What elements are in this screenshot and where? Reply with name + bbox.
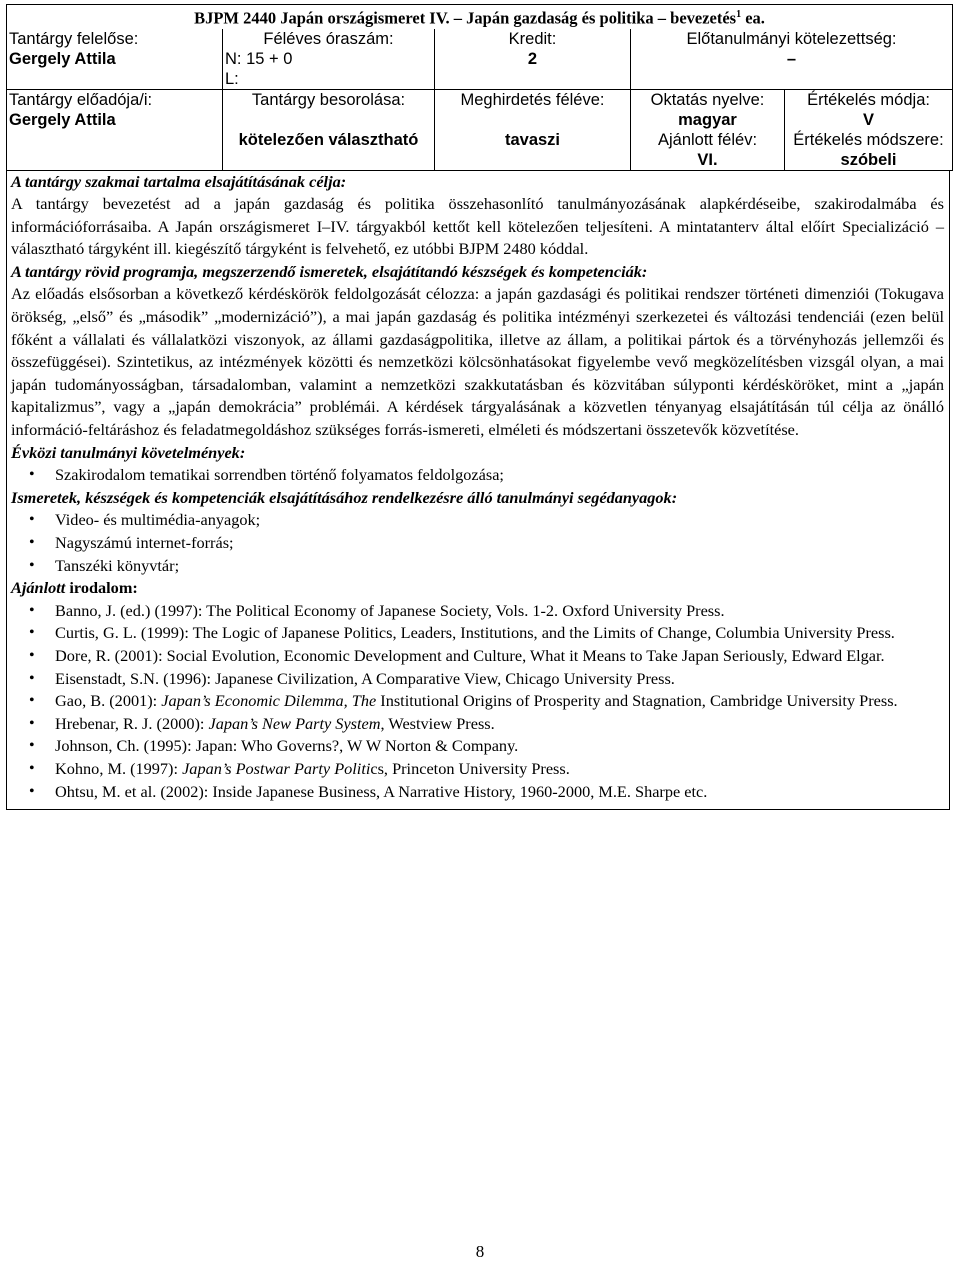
course-header-table <box>6 4 953 171</box>
lit-text: Gao, B. (2001): <box>55 691 162 711</box>
course-sheet <box>6 4 952 810</box>
lit-text: Eisenstadt, S.N. (1996): Japanese Civilization, A Comparative View, Chicago University Press. <box>55 668 675 688</box>
materials-heading: Ismeretek, készségek és kompetenciák elsajátításához rendelkezésre álló tanulmányi segédanyagok: <box>11 487 678 507</box>
course-title-text: BJPM 2440 Japán országismeret IV. – Japán gazdaság és politika – bevezetés <box>194 8 737 28</box>
literature-item <box>55 600 944 623</box>
literature-item <box>55 713 944 736</box>
literature-item <box>55 758 944 781</box>
category-label: Tantárgy besorolása: <box>251 90 406 109</box>
aim-text: A tantárgy bevezetést ad a japán gazdaság és politika összehasonlító tanulmányozásának alapkérdéseibe, szakirodalmába és információforrásaiba. A Japán országismeret I–IV. tárgyakból kettőt kell kötelezően teljesíteni. A mintatanterv által előírt Specializáció – választható tárgyként ill. kiegészítő tárgyként is felvehető, ez utóbbi BJPM 2480 kóddal. <box>11 194 944 259</box>
recommended-semester-label: Ajánlott félév: <box>657 130 758 149</box>
aim-heading: A tantárgy szakmai tartalma elsajátításának célja: <box>11 171 347 191</box>
credit-value: 2 <box>527 49 538 68</box>
semester-requirements-list <box>11 464 944 487</box>
prereq-value: – <box>786 49 797 68</box>
semester-requirements-heading: Évközi tanulmányi követelmények: <box>11 442 246 462</box>
lit-text-post: Institutional Origins of Prosperity and Stagnation, Cambridge University Press. <box>376 691 898 711</box>
prereq-label: Előtanulmányi kötelezettség: <box>686 29 897 48</box>
list-item: • Nagyszámú internet-forrás; <box>55 532 944 555</box>
program-text: Az előadás elsősorban a következő kérdéskörök feldolgozását célozza: a japán gazdasági és politikai rendszer történeti dimenziói (Tokugava örökség, „első” és „második” „modernizáció”), a mai japán gazdaság és politika intézményi szerkezetei és változási tendenciái (ezen belül főként a vállalati és vállalatközi viszonyok, az állami gazdaságpolitika, illetve az állam, a politikai pártok és a törvényhozás jellemzői és összefüggései). Szintetikus, az intézmények közötti és nemzetközi kölcsönhatásokat figyelembe vevő megközelítésben vizsgál olyan, a mai japán tudományosságban, társadalomban, valamint a nemzetközi szakkutatásban és közvitában súlyponti kérdésköröket, mint a „japán kapitalizmus”, vagy a „japán demokrácia” problémái. A kérdések tárgyalásának a közvetlen tényanyag elsajátításán túl célja az önálló információ-feltáráshoz és feladatmegoldáshoz szükséges forrás-ismereti, elméleti és módszertani összetevők közvetítése. <box>11 284 944 440</box>
literature-item <box>55 735 944 758</box>
semester-cell <box>435 89 631 170</box>
hours-l: L: <box>225 69 239 88</box>
course-title <box>7 5 953 29</box>
responsible-label: Tantárgy felelőse: <box>9 29 139 48</box>
eval-method-label: Értékelés módszere: <box>793 130 944 149</box>
eval-mode-label: Értékelés módja: <box>807 90 930 109</box>
course-title-suffix: ea. <box>741 8 765 28</box>
language-label: Oktatás nyelve: <box>650 90 765 109</box>
eval-mode-value: V <box>863 110 875 129</box>
lit-title-italic: Japan’s Economic Dilemma, The <box>161 691 377 711</box>
responsible-cell <box>7 29 223 90</box>
lit-text: Hrebenar, R. J. (2000): <box>55 713 209 733</box>
literature-item <box>55 668 944 691</box>
lit-text: Dore, R. (2001): Social Evolution, Economic Development and Culture, What it Means to Take Japan Seriously, Edward Elgar. <box>55 645 885 665</box>
hours-label: Féléves óraszám: <box>263 29 394 48</box>
responsible-name: Gergely Attila <box>9 49 116 68</box>
literature-item <box>55 781 944 804</box>
course-title-footnote: 1 <box>736 9 742 20</box>
literature-item <box>55 645 944 668</box>
credit-cell <box>435 29 631 90</box>
list-item: • Szakirodalom tematikai sorrendben történő folyamatos feldolgozása; <box>55 464 944 487</box>
lit-title-italic: Japan’s New Party System <box>208 713 381 733</box>
literature-list <box>11 600 944 803</box>
course-description <box>6 171 950 811</box>
lecturer-name: Gergely Attila <box>9 110 116 129</box>
page-number: 8 <box>475 1242 485 1261</box>
lit-text: Ohtsu, M. et al. (2002): Inside Japanese Business, A Narrative History, 1960-2000, M.E. Sharpe etc. <box>55 781 708 801</box>
lit-title-italic: Japan’s Postwar Party Politi <box>182 758 371 778</box>
lit-text-post: , Westview Press. <box>380 713 495 733</box>
prereq-cell <box>631 29 953 90</box>
category-value: kötelezően választható <box>238 130 419 149</box>
materials-list <box>11 509 944 577</box>
list-item: • Tanszéki könyvtár; <box>55 555 944 578</box>
literature-heading-italic: Ajánlott <box>11 578 66 598</box>
literature-heading <box>11 577 944 600</box>
lecturer-cell <box>7 89 223 170</box>
lecturer-label: Tantárgy előadója/i: <box>9 90 153 109</box>
literature-item <box>55 622 944 645</box>
recommended-semester-value: VI. <box>697 150 718 169</box>
language-cell <box>631 89 785 170</box>
lit-text: Curtis, G. L. (1999): The Logic of Japanese Politics, Leaders, Institutions, and the Limits of Change, Columbia University Press. <box>55 623 895 643</box>
semester-value: tavaszi <box>504 130 561 149</box>
literature-item <box>55 690 944 713</box>
hours-cell <box>223 29 435 90</box>
literature-heading-rest: irodalom: <box>65 578 138 598</box>
program-heading: A tantárgy rövid programja, megszerzendő ismeretek, elsajátítandó készségek és kompetenciák: <box>11 261 648 281</box>
lit-text: Banno, J. (ed.) (1997): The Political Economy of Japanese Society, Vols. 1-2. Oxford University Press. <box>55 600 725 620</box>
language-value: magyar <box>678 110 737 129</box>
semester-label: Meghirdetés féléve: <box>460 90 605 109</box>
eval-method-value: szóbeli <box>840 150 897 169</box>
hours-n: N: 15 + 0 <box>225 49 293 68</box>
credit-label: Kredit: <box>508 29 557 48</box>
lit-text-post: cs, Princeton University Press. <box>370 758 570 778</box>
category-cell <box>223 89 435 170</box>
lit-text: Kohno, M. (1997): <box>55 758 183 778</box>
lit-text: Johnson, Ch. (1995): Japan: Who Governs?, W W Norton & Company. <box>55 736 519 756</box>
evaluation-cell <box>785 89 953 170</box>
list-item: • Video- és multimédia-anyagok; <box>55 509 944 532</box>
